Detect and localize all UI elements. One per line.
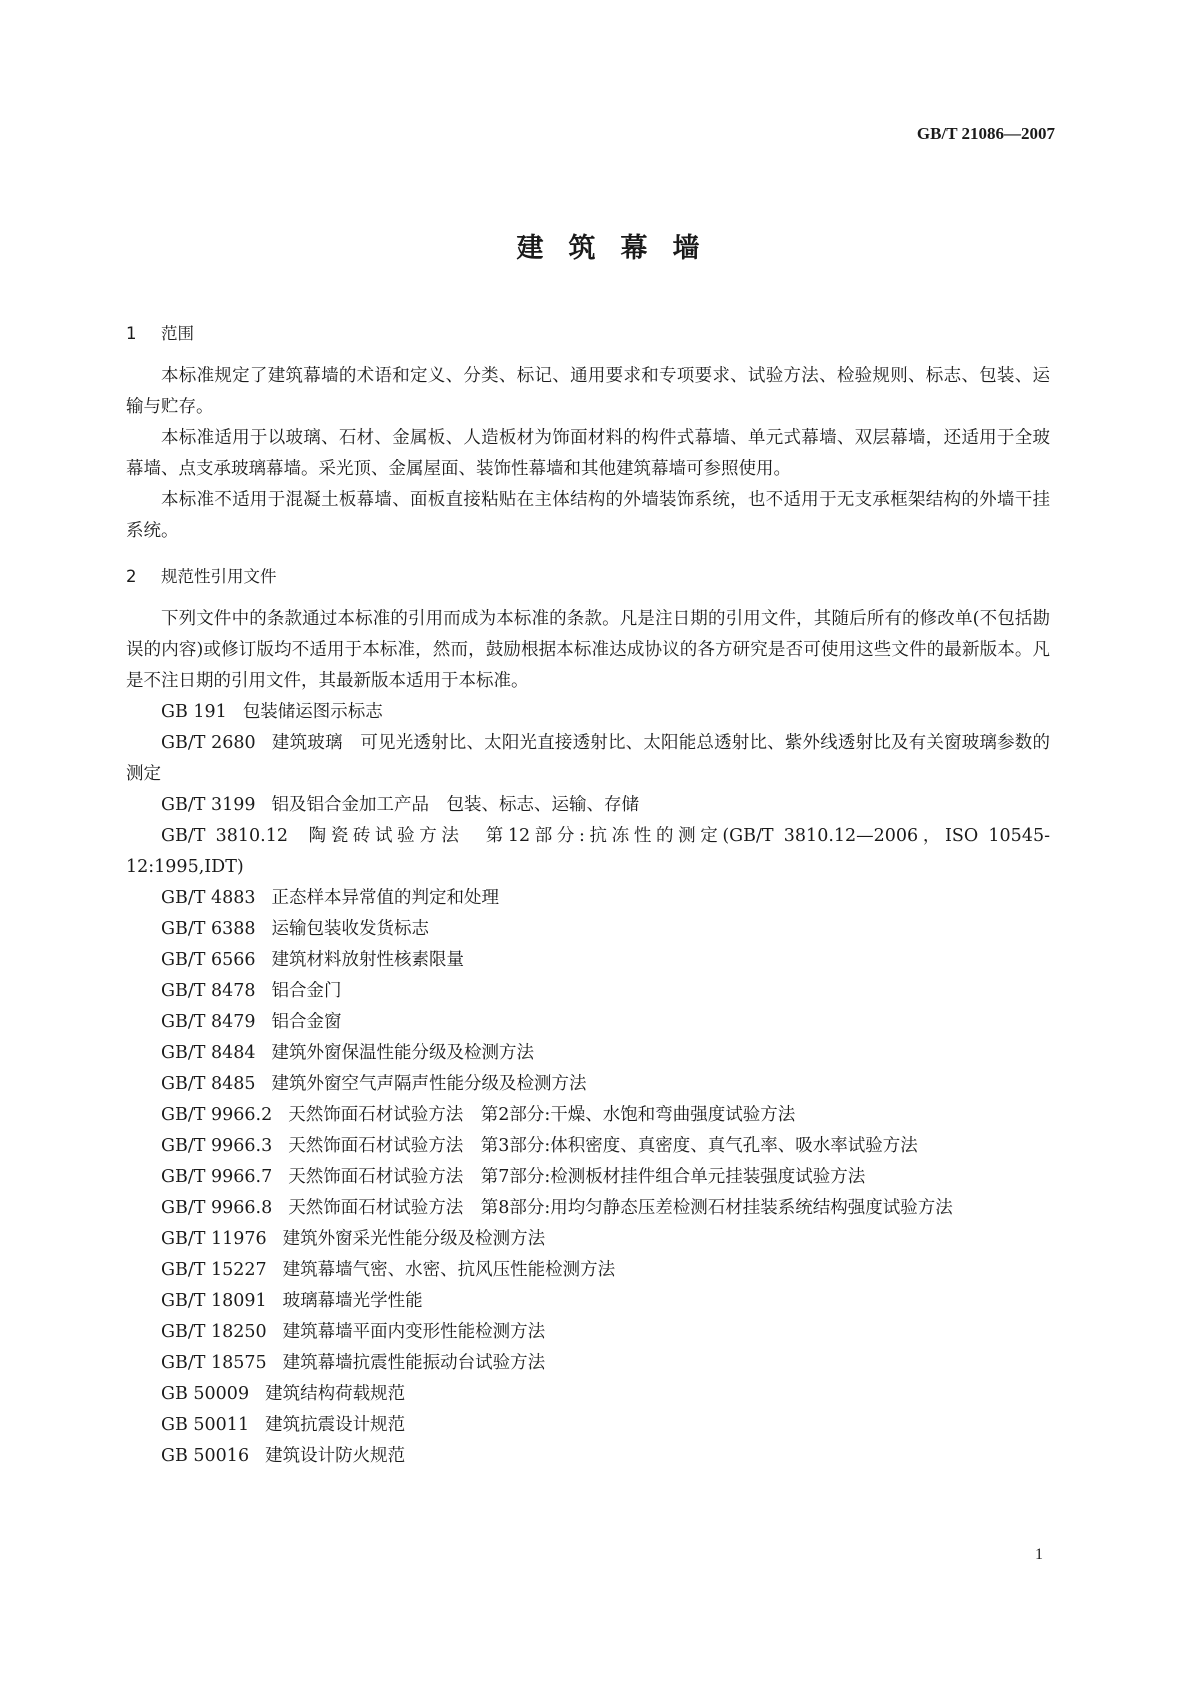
reference-item	[126, 1286, 1050, 1317]
reference-code: GB/T 18091	[161, 1291, 267, 1311]
reference-title: 建筑外窗保温性能分级及检测方法	[271, 1043, 535, 1063]
reference-code: GB/T 9966.7	[161, 1167, 273, 1187]
reference-code: GB/T 8484	[161, 1043, 256, 1063]
reference-item	[126, 1038, 1050, 1069]
reference-title: 建筑结构荷载规范	[265, 1384, 406, 1404]
reference-item	[126, 1441, 1050, 1472]
reference-title: 建筑玻璃 可见光透射比、太阳光直接透射比、太阳能总透射比、紫外线透射比及有关窗玻璃参数的测定	[126, 733, 1050, 784]
reference-title: 建筑幕墙平面内变形性能检测方法	[282, 1322, 546, 1342]
section-2-heading	[126, 561, 1050, 592]
reference-code: GB/T 9966.3	[161, 1136, 273, 1156]
reference-item	[126, 945, 1050, 976]
reference-title: 玻璃幕墙光学性能	[282, 1291, 423, 1311]
reference-code: GB/T 9966.2	[161, 1105, 273, 1125]
reference-code: GB/T 6388	[161, 919, 256, 939]
reference-item	[126, 1410, 1050, 1441]
reference-code: GB/T 8478	[161, 981, 256, 1001]
reference-code: GB/T 8485	[161, 1074, 256, 1094]
reference-code: GB/T 18250	[161, 1322, 267, 1342]
section-title: 范围	[161, 324, 194, 343]
reference-item	[126, 1317, 1050, 1348]
reference-code: GB 191	[161, 702, 227, 722]
reference-code: GB/T 4883	[161, 888, 256, 908]
reference-code: GB/T 3199	[161, 795, 256, 815]
reference-code: GB/T 18575	[161, 1353, 267, 1373]
reference-title: 天然饰面石材试验方法 第2部分:干燥、水饱和弯曲强度试验方法	[288, 1105, 796, 1125]
references-intro: 下列文件中的条款通过本标准的引用而成为本标准的条款。凡是注日期的引用文件，其随后所有的修改单(不包括勘误的内容)或修订版均不适用于本标准，然而，鼓励根据本标准达成协议的各方研究是否可使用这些文件的最新版本。凡是不注日期的引用文件，其最新版本适用于本标准。	[126, 609, 1050, 691]
reference-item	[126, 883, 1050, 914]
reference-title: 铝合金窗	[271, 1012, 342, 1032]
reference-item	[126, 1162, 1050, 1193]
reference-item	[126, 697, 1050, 728]
reference-item	[126, 1193, 1050, 1224]
reference-code: GB/T 8479	[161, 1012, 256, 1032]
reference-item	[126, 1348, 1050, 1379]
reference-title: 建筑设计防火规范	[265, 1446, 406, 1466]
page-number: 1	[1035, 1546, 1043, 1563]
reference-item	[126, 1255, 1050, 1286]
reference-title: 天然饰面石材试验方法 第7部分:检测板材挂件组合单元挂装强度试验方法	[288, 1167, 866, 1187]
reference-code: GB 50011	[161, 1415, 250, 1435]
reference-item	[126, 1069, 1050, 1100]
reference-code: GB/T 15227	[161, 1260, 267, 1280]
reference-item	[126, 1131, 1050, 1162]
reference-code: GB/T 3810.12	[161, 826, 288, 846]
reference-item	[126, 914, 1050, 945]
reference-code: GB/T 11976	[161, 1229, 267, 1249]
reference-item	[126, 1224, 1050, 1255]
reference-item	[126, 1379, 1050, 1410]
page-content	[126, 318, 1050, 1472]
reference-code: GB 50009	[161, 1384, 250, 1404]
scope-paragraph: 本标准适用于以玻璃、石材、金属板、人造板材为饰面材料的构件式幕墙、单元式幕墙、双层幕墙，还适用于全玻幕墙、点支承玻璃幕墙。采光顶、金属屋面、装饰性幕墙和其他建筑幕墙可参照使用。	[126, 428, 1050, 479]
document-title: 建筑幕墙	[516, 233, 725, 264]
section-1-heading	[126, 318, 1050, 349]
reference-title: 建筑外窗空气声隔声性能分级及检测方法	[271, 1074, 587, 1094]
reference-title: 包装储运图示标志	[242, 702, 383, 722]
reference-title: 建筑材料放射性核素限量	[271, 950, 465, 970]
standard-code: GB/T 21086—2007	[916, 124, 1055, 143]
reference-item	[126, 1100, 1050, 1131]
reference-title: 正态样本异常值的判定和处理	[271, 888, 500, 908]
reference-title: 建筑抗震设计规范	[265, 1415, 406, 1435]
reference-item	[126, 790, 1050, 821]
reference-item	[126, 728, 1050, 790]
reference-title: 天然饰面石材试验方法 第8部分:用均匀静态压差检测石材挂装系统结构强度试验方法	[288, 1198, 953, 1218]
scope-paragraph: 本标准不适用于混凝土板幕墙、面板直接粘贴在主体结构的外墙装饰系统，也不适用于无支承框架结构的外墙干挂系统。	[126, 490, 1050, 541]
section-title: 规范性引用文件	[161, 567, 277, 586]
reference-code: GB/T 9966.8	[161, 1198, 273, 1218]
reference-title: 陶瓷砖试验方法 第12部分:抗冻性的测定(GB/T 3810.12—2006，ISO 10545-12:1995,IDT)	[126, 826, 1050, 877]
reference-title: 铝及铝合金加工产品 包装、标志、运输、存储	[271, 795, 640, 815]
reference-item	[126, 1007, 1050, 1038]
reference-item	[126, 976, 1050, 1007]
reference-title: 建筑幕墙气密、水密、抗风压性能检测方法	[282, 1260, 616, 1280]
section-number: 1	[126, 324, 137, 343]
section-number: 2	[126, 567, 137, 586]
reference-code: GB/T 6566	[161, 950, 256, 970]
reference-list	[126, 697, 1050, 1472]
reference-title: 建筑外窗采光性能分级及检测方法	[282, 1229, 546, 1249]
scope-paragraph: 本标准规定了建筑幕墙的术语和定义、分类、标记、通用要求和专项要求、试验方法、检验规则、标志、包装、运输与贮存。	[126, 366, 1050, 417]
reference-code: GB/T 2680	[161, 733, 256, 753]
reference-title: 天然饰面石材试验方法 第3部分:体积密度、真密度、真气孔率、吸水率试验方法	[288, 1136, 918, 1156]
reference-title: 运输包装收发货标志	[271, 919, 430, 939]
reference-code: GB 50016	[161, 1446, 250, 1466]
reference-item	[126, 821, 1050, 883]
reference-title: 铝合金门	[271, 981, 342, 1001]
reference-title: 建筑幕墙抗震性能振动台试验方法	[282, 1353, 546, 1373]
